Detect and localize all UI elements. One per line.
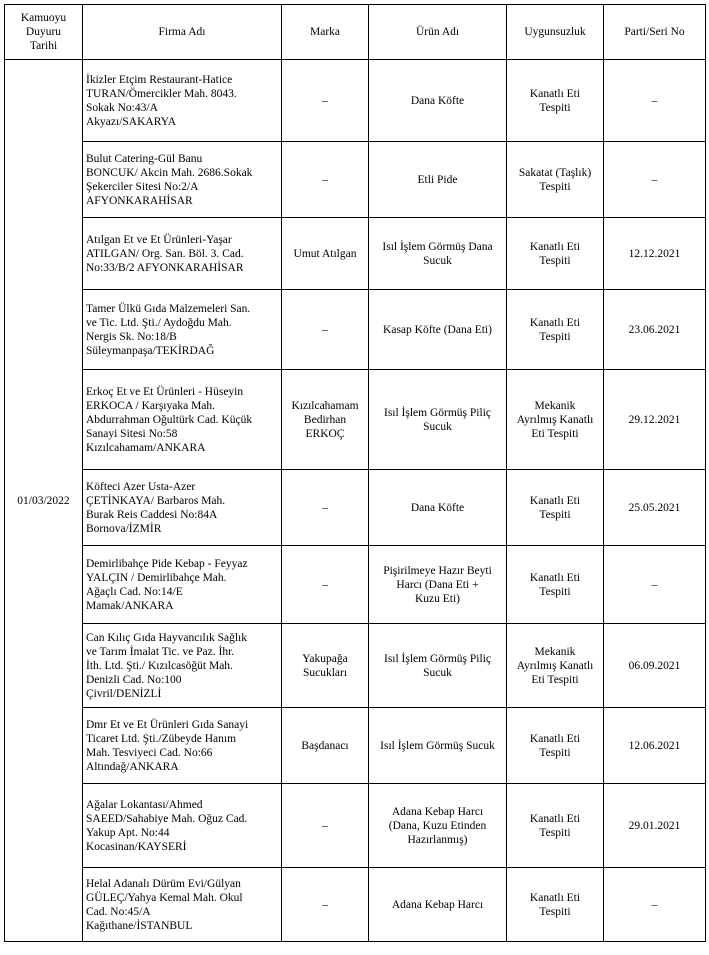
table-row	[5, 218, 706, 290]
table-row	[5, 708, 706, 784]
batch-cell	[604, 624, 706, 708]
batch-cell-line: –	[651, 578, 658, 591]
header-row	[5, 5, 706, 60]
table-row	[5, 784, 706, 868]
firm-cell	[83, 218, 282, 290]
firm-cell-line: İkizler Etçim Restaurant-Hatice	[86, 73, 233, 86]
firm-cell	[83, 784, 282, 868]
announcement-date-cell: 01/03/2022	[5, 60, 83, 942]
batch-cell	[604, 218, 706, 290]
firm-cell	[83, 290, 282, 370]
firm-cell-line: TURAN/Ömercikler Mah. 8043.	[86, 87, 237, 100]
firm-cell	[83, 708, 282, 784]
violation-cell-line: Ayrılmış Kanatlı	[516, 659, 594, 672]
batch-cell-line: 23.06.2021	[628, 323, 681, 336]
brand-cell	[282, 370, 369, 470]
header-date: Kamuoyu Duyuru Tarihi	[5, 5, 83, 60]
violation-cell-line: Kanatlı Eti	[529, 316, 581, 329]
violation-cell	[507, 60, 604, 142]
product-cell	[369, 370, 507, 470]
brand-cell	[282, 784, 369, 868]
brand-cell	[282, 470, 369, 546]
firm-cell-line: Köfteci Azer Usta-Azer	[86, 480, 196, 493]
product-cell	[369, 624, 507, 708]
header-batch: Parti/Seri No	[604, 5, 706, 60]
product-cell-line: Kasap Köfte (Dana Eti)	[383, 323, 492, 336]
product-cell-line: Harcı (Dana Eti +	[396, 578, 479, 591]
brand-cell-line: Umut Atılgan	[293, 247, 357, 260]
firm-cell-line: Ağalar Lokantası/Ahmed	[86, 798, 203, 811]
firm-cell-line: Denizli Cad. No:100	[86, 673, 182, 686]
brand-cell-line: –	[322, 94, 328, 107]
violation-cell-line: Tespiti	[539, 330, 571, 343]
batch-cell	[604, 290, 706, 370]
batch-cell	[604, 370, 706, 470]
batch-cell	[604, 546, 706, 624]
firm-cell-line: Mah. Tesviyeci Cad. No:66	[86, 746, 213, 759]
table-row	[5, 142, 706, 218]
firm-cell	[83, 470, 282, 546]
violation-cell	[507, 868, 604, 942]
firm-cell-line: İth. Ltd. Şti./ Kızılcasöğüt Mah.	[86, 659, 233, 672]
product-cell-line: Sucuk	[423, 254, 452, 267]
firm-cell-line: SAEED/Sahabiye Mah. Oğuz Cad.	[86, 812, 248, 825]
firm-cell-line: Erkoç Et ve Et Ürünleri - Hüseyin	[86, 385, 244, 398]
violation-cell-line: Eti Tespiti	[531, 673, 579, 686]
firm-cell-line: Bulut Catering-Gül Banu	[86, 152, 203, 165]
firm-cell-line: Çivril/DENİZLİ	[86, 687, 162, 700]
firm-cell-line: Kağıthane/İSTANBUL	[86, 919, 193, 932]
brand-cell	[282, 708, 369, 784]
batch-cell	[604, 470, 706, 546]
batch-cell	[604, 60, 706, 142]
brand-cell	[282, 142, 369, 218]
brand-cell-line: –	[322, 898, 328, 911]
batch-cell-line: 12.12.2021	[628, 247, 681, 260]
firm-cell-line: ERKOCA / Karşıyaka Mah.	[86, 399, 216, 412]
header-violation: Uygunsuzluk	[507, 5, 604, 60]
firm-cell-line: Akyazı/SAKARYA	[86, 115, 177, 128]
brand-cell	[282, 60, 369, 142]
firm-cell-line: YALÇIN / Demirlibahçe Mah.	[86, 571, 227, 584]
product-cell-line: Kuzu Eti)	[414, 592, 461, 605]
product-cell	[369, 784, 507, 868]
firm-cell	[83, 546, 282, 624]
product-cell	[369, 708, 507, 784]
batch-cell-line: 25.05.2021	[628, 501, 681, 514]
brand-cell-line: –	[322, 173, 328, 186]
firm-cell-line: Mamak/ANKARA	[86, 599, 174, 612]
firm-cell-line: ÇETİNKAYA/ Barbaros Mah.	[86, 494, 226, 507]
firm-cell	[83, 60, 282, 142]
table-row	[5, 868, 706, 942]
brand-cell-line: –	[322, 323, 328, 336]
firm-cell-line: Yakup Apt. No:44	[86, 826, 170, 839]
brand-cell	[282, 290, 369, 370]
brand-cell-line: Sucukları	[302, 666, 348, 679]
firm-cell-line: Burak Reis Caddesi No:84A	[86, 508, 218, 521]
violation-cell-line: Kanatlı Eti	[529, 812, 581, 825]
product-cell-line: Etli Pide	[417, 173, 458, 186]
firm-cell-line: Kızılcahamam/ANKARA	[86, 441, 206, 454]
product-cell-line: Dana Köfte	[410, 94, 465, 107]
header-product: Ürün Adı	[369, 5, 507, 60]
table-row	[5, 370, 706, 470]
brand-cell-line: ERKOÇ	[305, 427, 345, 440]
violation-cell-line: Tespiti	[539, 905, 571, 918]
product-cell	[369, 218, 507, 290]
product-cell-line: (Dana, Kuzu Etinden	[388, 819, 487, 832]
brand-cell	[282, 546, 369, 624]
firm-cell-line: ve Tarım İmalat Tic. ve Paz. İhr.	[86, 645, 235, 658]
brand-cell-line: Bedirhan	[303, 413, 347, 426]
brand-cell-line: Başdanacı	[301, 739, 349, 752]
violation-cell-line: Tespiti	[539, 180, 571, 193]
violation-cell-line: Kanatlı Eti	[529, 87, 581, 100]
firm-cell-line: ATILGAN/ Org. San. Böl. 3. Cad.	[86, 247, 244, 260]
firm-cell-line: GÜLEÇ/Yahya Kemal Mah. Okul	[86, 891, 243, 904]
firm-cell-line: No:33/B/2 AFYONKARAHİSAR	[86, 261, 244, 274]
firm-cell-line: Helal Adanalı Dürüm Evi/Gülyan	[86, 877, 241, 890]
brand-cell-line: –	[322, 501, 328, 514]
product-cell-line: Pişirilmeye Hazır Beyti	[383, 564, 492, 577]
violation-cell-line: Kanatlı Eti	[529, 240, 581, 253]
table-row	[5, 290, 706, 370]
violation-cell-line: Sakatat (Taşlık)	[518, 166, 592, 179]
violation-cell	[507, 470, 604, 546]
product-cell-line: Sucuk	[423, 420, 452, 433]
table-row	[5, 624, 706, 708]
firm-cell-line: Can Kılıç Gıda Hayvancılık Sağlık	[86, 631, 247, 644]
firm-cell-line: Ticaret Ltd. Şti./Zübeyde Hanım	[86, 732, 237, 745]
batch-cell-line: 29.01.2021	[628, 819, 681, 832]
product-cell-line: Isıl İşlem Görmüş Dana	[382, 240, 493, 253]
violation-cell	[507, 624, 604, 708]
firm-cell-line: Sokak No:43/A	[86, 101, 158, 114]
firm-cell	[83, 868, 282, 942]
violation-cell	[507, 708, 604, 784]
violation-cell	[507, 370, 604, 470]
product-cell-line: Adana Kebap Harcı	[391, 805, 484, 818]
violation-cell-line: Eti Tespiti	[531, 427, 579, 440]
violation-cell-line: Tespiti	[539, 101, 571, 114]
violation-cell	[507, 290, 604, 370]
violation-cell	[507, 218, 604, 290]
brand-cell-line: –	[322, 819, 328, 832]
firm-cell-line: Abdurrahman Oğultürk Cad. Küçük	[86, 413, 253, 426]
product-cell-line: Hazırlanmış)	[407, 833, 468, 846]
violation-cell-line: Kanatlı Eti	[529, 891, 581, 904]
brand-cell-line: Kızılcahamam	[291, 399, 359, 412]
firm-cell-line: Süleymanpaşa/TEKİRDAĞ	[86, 344, 215, 357]
product-cell-line: Sucuk	[423, 666, 452, 679]
brand-cell	[282, 218, 369, 290]
batch-cell-line: 29.12.2021	[628, 413, 681, 426]
product-cell	[369, 60, 507, 142]
brand-cell-line: –	[322, 578, 328, 591]
violation-cell-line: Kanatlı Eti	[529, 732, 581, 745]
batch-cell-line: –	[651, 898, 658, 911]
violation-cell-line: Mekanik	[534, 399, 576, 412]
firm-cell-line: ve Tic. Ltd. Şti./ Aydoğdu Mah.	[86, 316, 232, 329]
brand-cell	[282, 868, 369, 942]
firm-cell-line: Kocasinan/KAYSERİ	[86, 840, 187, 853]
violation-cell-line: Tespiti	[539, 585, 571, 598]
batch-cell	[604, 142, 706, 218]
table-row	[5, 470, 706, 546]
recall-table	[4, 4, 706, 942]
firm-cell-line: Sanayi Sitesi No:58	[86, 427, 178, 440]
violation-cell-line: Tespiti	[539, 826, 571, 839]
brand-cell	[282, 624, 369, 708]
firm-cell	[83, 142, 282, 218]
violation-cell	[507, 546, 604, 624]
product-cell-line: Adana Kebap Harcı	[391, 898, 484, 911]
batch-cell-line: –	[651, 173, 658, 186]
firm-cell-line: Dmr Et ve Et Ürünleri Gıda Sanayi	[86, 718, 249, 731]
firm-cell	[83, 370, 282, 470]
table-row	[5, 546, 706, 624]
violation-cell-line: Tespiti	[539, 508, 571, 521]
violation-cell-line: Kanatlı Eti	[529, 571, 581, 584]
product-cell-line: Dana Köfte	[410, 501, 465, 514]
batch-cell	[604, 868, 706, 942]
product-cell-line: Isıl İşlem Görmüş Sucuk	[380, 739, 495, 752]
firm-cell-line: BONCUK/ Akcin Mah. 2686.Sokak	[86, 166, 253, 179]
violation-cell	[507, 784, 604, 868]
batch-cell	[604, 708, 706, 784]
header-brand: Marka	[282, 5, 369, 60]
table-body	[5, 60, 706, 942]
firm-cell-line: Atılgan Et ve Et Ürünleri-Yaşar	[86, 233, 232, 246]
firm-cell	[83, 624, 282, 708]
firm-cell-line: Altındağ/ANKARA	[86, 760, 179, 773]
firm-cell-line: Tamer Ülkü Gıda Malzemeleri San.	[86, 302, 251, 315]
batch-cell	[604, 784, 706, 868]
batch-cell-line: –	[651, 94, 658, 107]
product-cell	[369, 546, 507, 624]
batch-cell-line: 06.09.2021	[628, 659, 681, 672]
brand-cell-line: Yakupağa	[302, 652, 348, 665]
product-cell	[369, 290, 507, 370]
violation-cell	[507, 142, 604, 218]
table-row	[5, 60, 706, 142]
product-cell-line: Isıl İşlem Görmüş Piliç	[383, 652, 491, 665]
firm-cell-line: Nergis Sk. No:18/B	[86, 330, 177, 343]
firm-cell-line: Ağaçlı Cad. No:14/E	[86, 585, 183, 598]
product-cell	[369, 470, 507, 546]
product-cell	[369, 142, 507, 218]
header-firm: Firma Adı	[83, 5, 282, 60]
firm-cell-line: Demirlibahçe Pide Kebap - Feyyaz	[86, 557, 248, 570]
firm-cell-line: Bornova/İZMİR	[86, 522, 162, 535]
violation-cell-line: Mekanik	[534, 645, 576, 658]
firm-cell-line: Cad. No:45/A	[86, 905, 151, 918]
violation-cell-line: Tespiti	[539, 746, 571, 759]
violation-cell-line: Kanatlı Eti	[529, 494, 581, 507]
violation-cell-line: Tespiti	[539, 254, 571, 267]
firm-cell-line: AFYONKARAHİSAR	[86, 194, 193, 207]
batch-cell-line: 12.06.2021	[628, 739, 681, 752]
product-cell-line: Isıl İşlem Görmüş Piliç	[383, 406, 491, 419]
violation-cell-line: Ayrılmış Kanatlı	[516, 413, 594, 426]
product-cell	[369, 868, 507, 942]
firm-cell-line: Şekerciler Sitesi No:2/A	[86, 180, 199, 193]
